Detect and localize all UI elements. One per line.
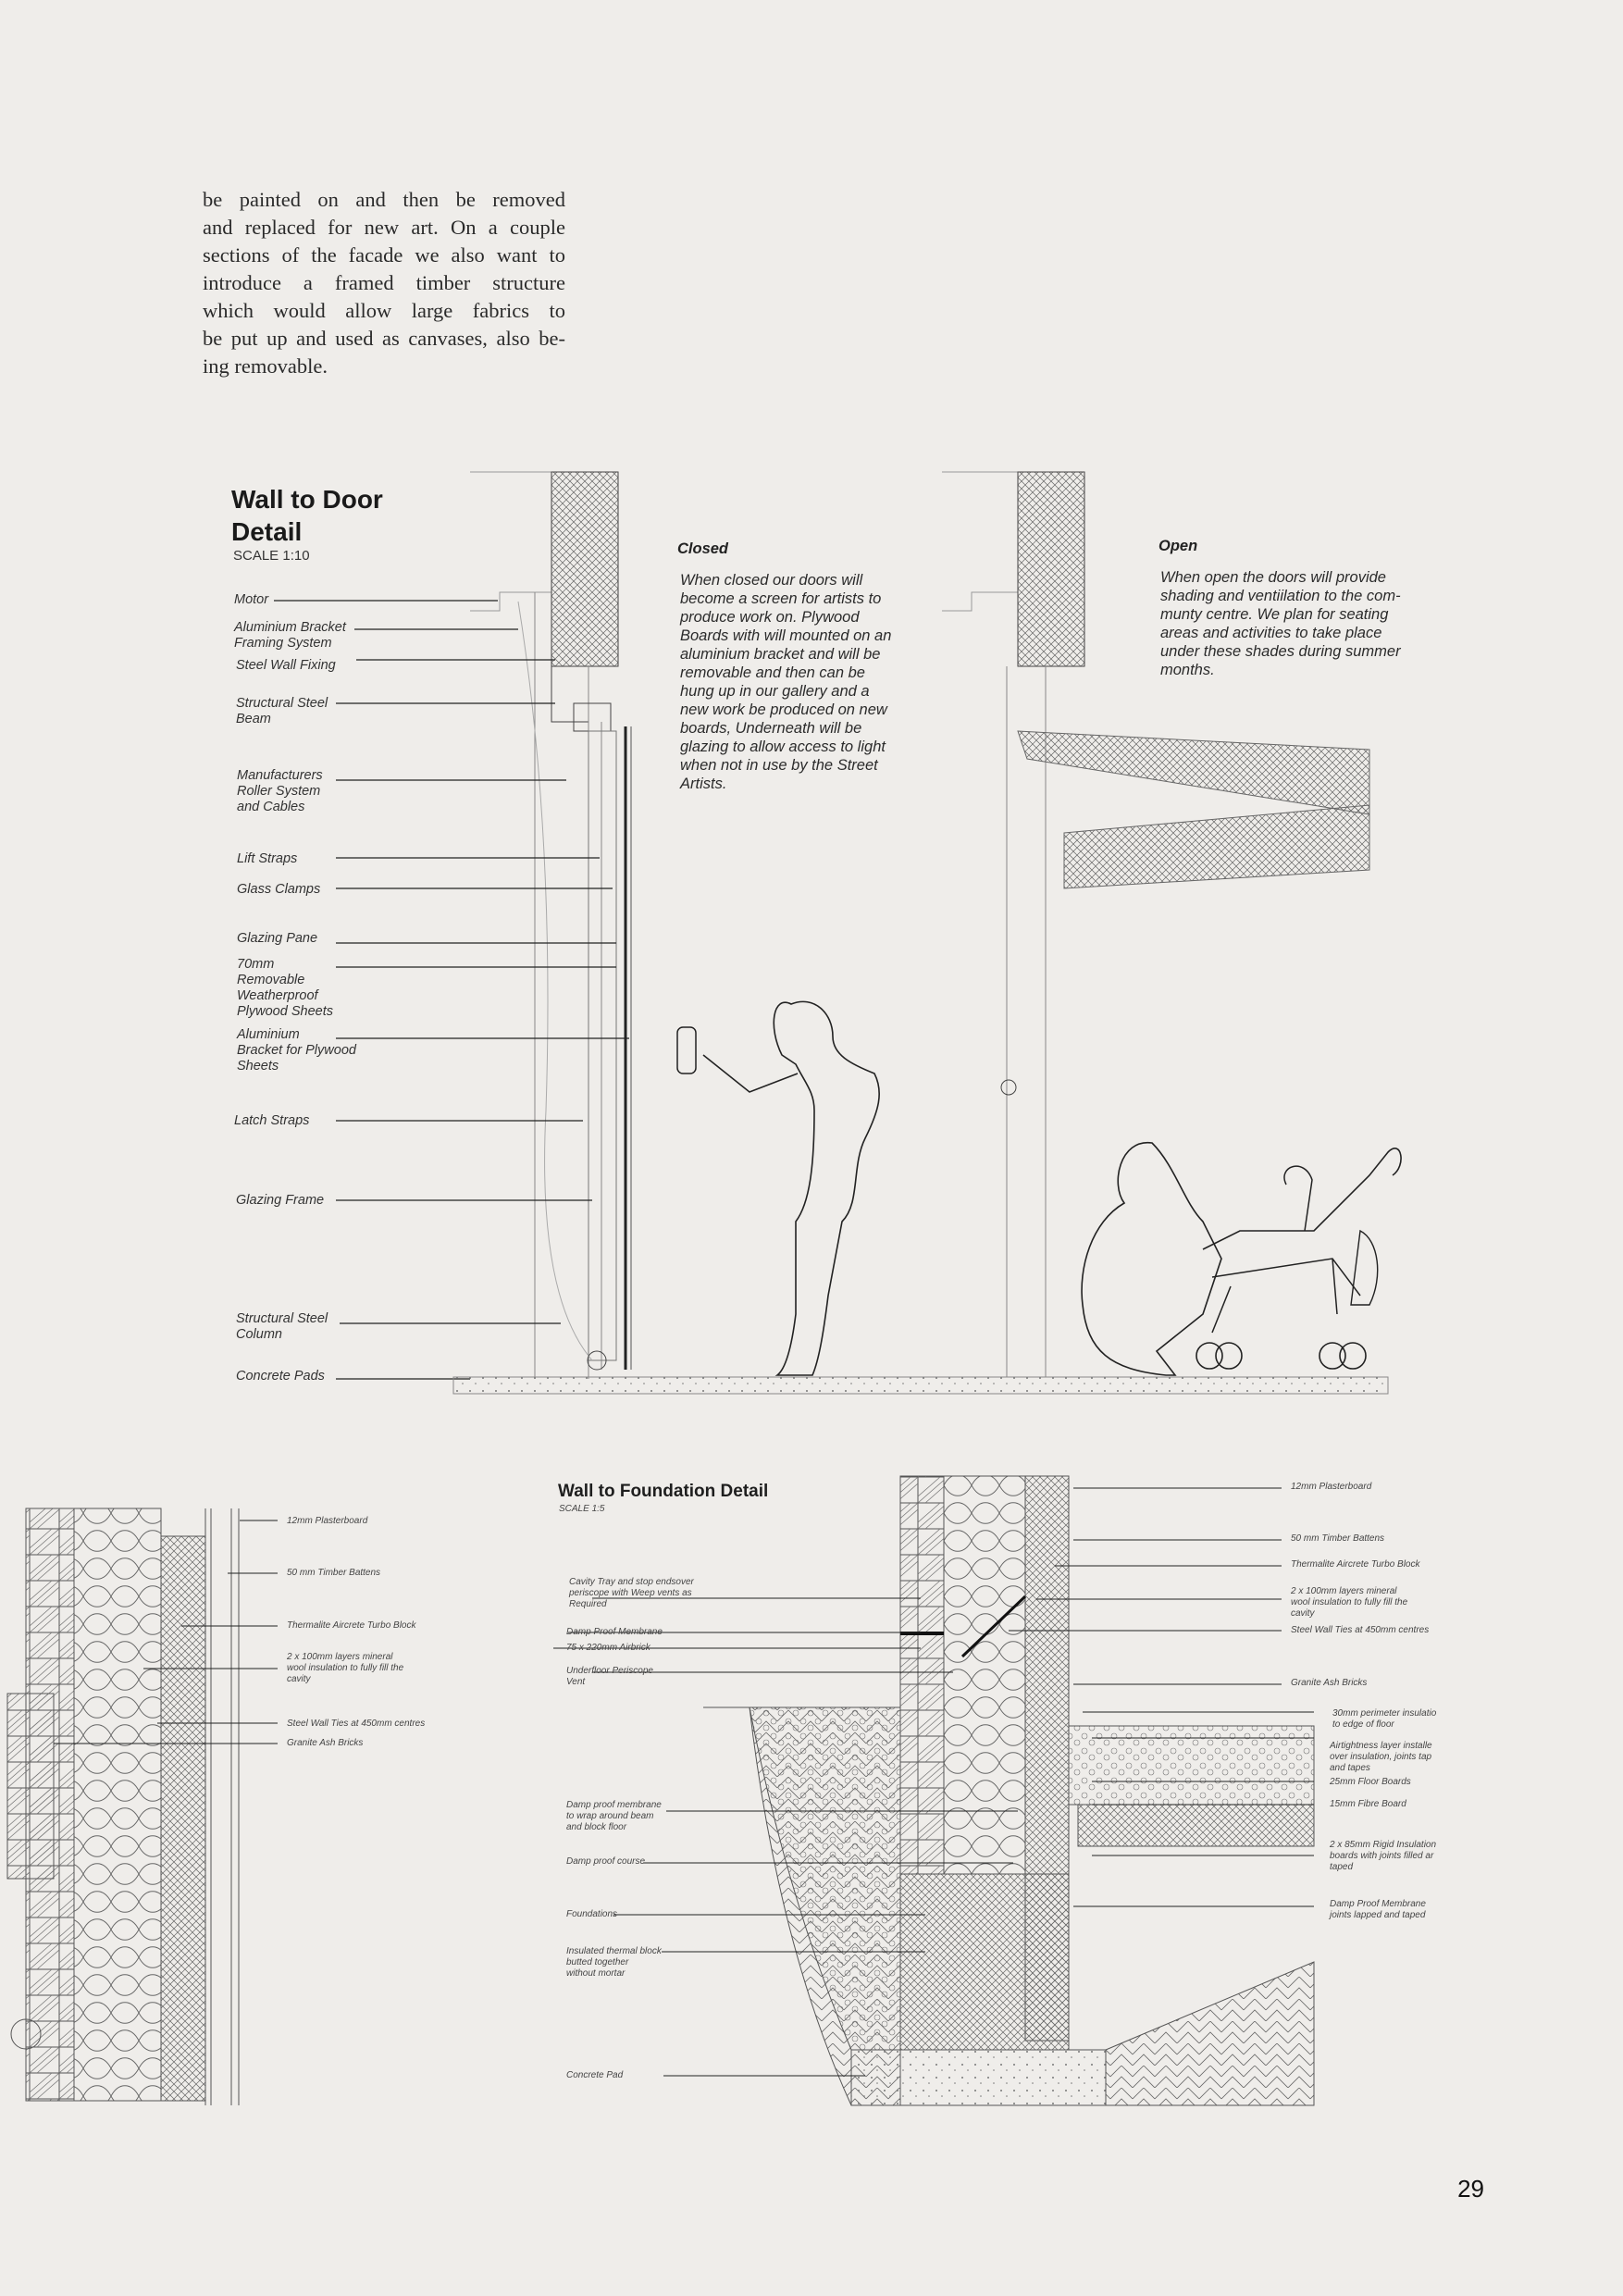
door-label: Manufacturers Roller System and Cables xyxy=(237,768,323,814)
foundation-label: Damp Proof Membrane joints lapped and taped xyxy=(1330,1899,1426,1920)
foundation-label: 50 mm Timber Battens xyxy=(1291,1533,1385,1544)
door-label: Aluminium Bracket Framing System xyxy=(234,620,346,651)
foundation-detail-scale: SCALE 1:5 xyxy=(559,1504,605,1514)
open-description: When open the doors will provide shading and ventiilation to the com- munty centre. We plan for seating areas and activities to take place under these shades during summer months. xyxy=(1160,569,1401,678)
door-label: Structural Steel Beam xyxy=(236,696,328,726)
open-heading: Open xyxy=(1158,538,1198,554)
foundation-label: 25mm Floor Boards xyxy=(1330,1777,1411,1787)
foundation-label: 30mm perimeter insulatio to edge of floor xyxy=(1332,1708,1437,1730)
foundation-label: Damp Proof Membrane xyxy=(566,1627,663,1637)
foundation-label: 2 x 85mm Rigid Insulation boards with joints filled ar taped xyxy=(1330,1840,1437,1872)
intro-line: and replaced for new art. On a couple xyxy=(203,216,565,239)
closed-heading: Closed xyxy=(677,540,729,557)
foundation-label: Insulated thermal block butted together without mortar xyxy=(566,1946,662,1979)
intro-line: be put up and used as canvases, also be- xyxy=(203,327,565,350)
wall-label: 12mm Plasterboard xyxy=(287,1516,368,1526)
intro-paragraph xyxy=(203,186,565,380)
intro-line: sections of the facade we also want to xyxy=(203,243,565,267)
door-label: Glass Clamps xyxy=(237,882,321,897)
foundation-label: Airtightness layer installe over insulation, joints tap and tapes xyxy=(1330,1741,1432,1773)
wall-label: 2 x 100mm layers mineral wool insulation to fully fill the cavity xyxy=(287,1652,404,1684)
foundation-label: Underfloor Periscope Vent xyxy=(566,1666,653,1687)
door-label: Structural Steel Column xyxy=(236,1311,328,1342)
foundation-label: Steel Wall Ties at 450mm centres xyxy=(1291,1625,1430,1635)
foundation-label: Granite Ash Bricks xyxy=(1291,1678,1368,1688)
wall-label: Steel Wall Ties at 450mm centres xyxy=(287,1719,426,1729)
foundation-label: Damp proof membrane to wrap around beam and block floor xyxy=(566,1800,662,1832)
door-detail-title-line2: Detail xyxy=(231,517,303,546)
door-label: 70mm Removable Weatherproof Plywood Sheets xyxy=(237,957,333,1019)
foundation-label: Foundations xyxy=(566,1909,618,1919)
intro-line: which would allow large fabrics to xyxy=(203,299,565,322)
foundation-detail-title: Wall to Foundation Detail xyxy=(558,1482,769,1501)
foundation-label: 2 x 100mm layers mineral wool insulation to fully fill the cavity xyxy=(1291,1586,1408,1619)
foundation-label: Damp proof course xyxy=(566,1856,646,1867)
door-label: Latch Straps xyxy=(234,1113,310,1128)
door-label: Lift Straps xyxy=(237,851,298,866)
wall-label: Thermalite Aircrete Turbo Block xyxy=(287,1620,416,1631)
door-label: Concrete Pads xyxy=(236,1369,325,1384)
door-label: Aluminium Bracket for Plywood Sheets xyxy=(237,1027,356,1074)
door-detail-title-line1: Wall to Door xyxy=(231,485,383,514)
page-number: 29 xyxy=(1457,2175,1484,2203)
foundation-label: Thermalite Aircrete Turbo Block xyxy=(1291,1559,1420,1570)
foundation-label: 12mm Plasterboard xyxy=(1291,1482,1372,1492)
foundation-label: 75 x 220mm Airbrick xyxy=(566,1643,650,1653)
foundation-label: 15mm Fibre Board xyxy=(1330,1799,1406,1809)
wall-label: 50 mm Timber Battens xyxy=(287,1568,381,1578)
intro-line: be painted on and then be removed xyxy=(203,188,565,211)
wall-label: Granite Ash Bricks xyxy=(287,1738,364,1748)
door-label: Motor xyxy=(234,592,269,607)
door-detail-scale: SCALE 1:10 xyxy=(233,548,310,564)
intro-line: ing removable. xyxy=(203,354,328,378)
door-label: Steel Wall Fixing xyxy=(236,658,336,673)
foundation-label: Concrete Pad xyxy=(566,2070,624,2080)
foundation-label: Cavity Tray and stop endsover periscope with Weep vents as Required xyxy=(569,1577,694,1609)
door-detail-title xyxy=(231,483,383,548)
door-label: Glazing Pane xyxy=(237,931,318,946)
closed-description: When closed our doors will become a screen for artists to produce work on. Plywood Boards with will mounted on an aluminium bracket and will be removable and then can be hung up in our gallery and a new work be produced on new boards, Underneath will be glazing to allow access to light when not in use by the Street Artists. xyxy=(680,572,892,792)
door-label: Glazing Frame xyxy=(236,1193,325,1208)
intro-line: introduce a framed timber structure xyxy=(203,271,565,294)
